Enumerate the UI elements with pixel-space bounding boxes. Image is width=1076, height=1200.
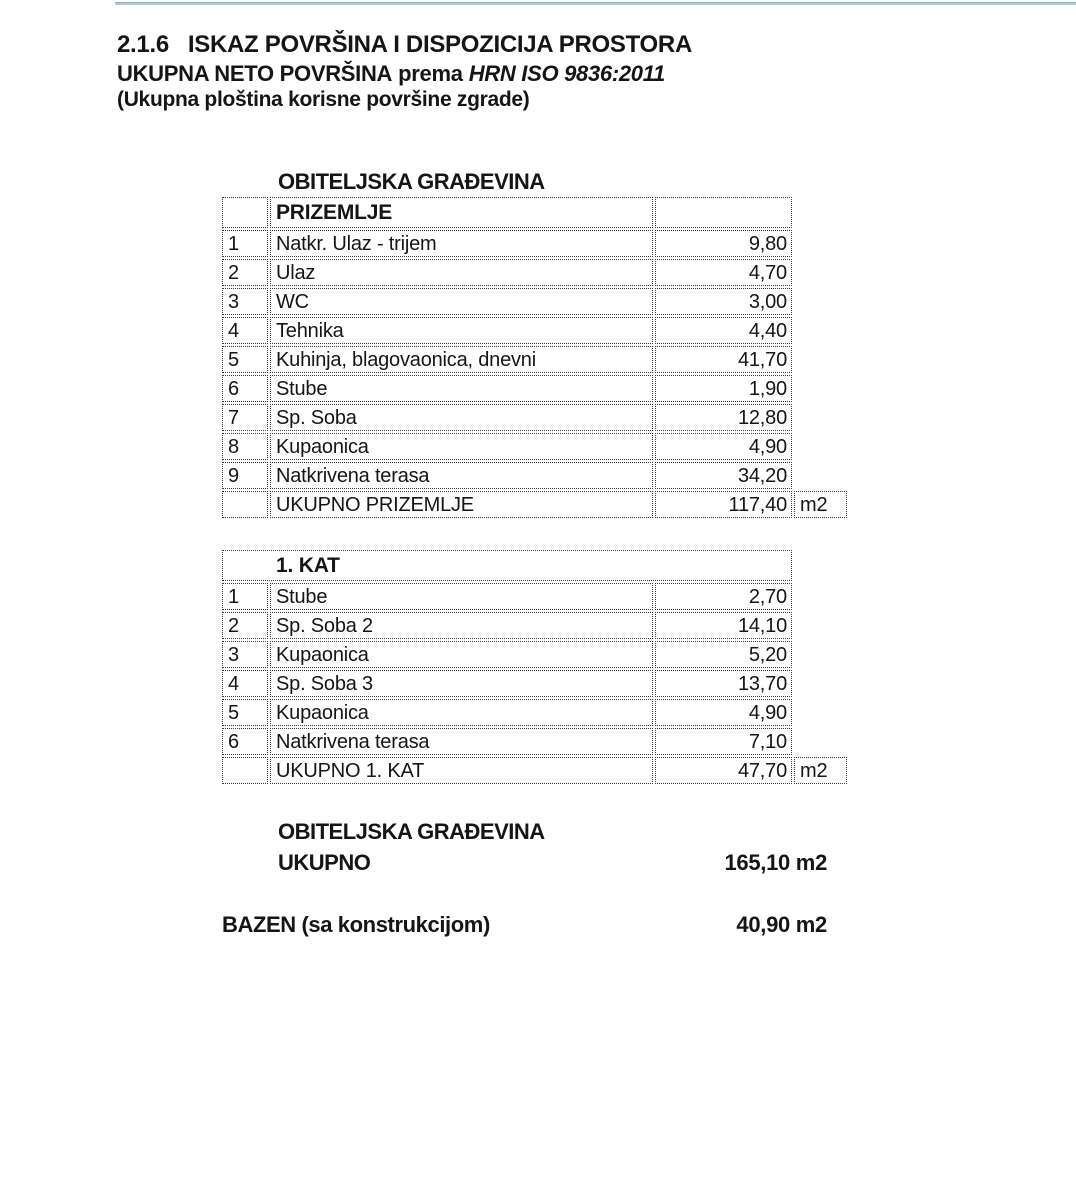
table-row [222, 375, 847, 402]
room-area: 14,10 [655, 612, 792, 639]
room-name: Tehnika [270, 317, 653, 344]
room-name: Kuhinja, blagovaonica, dnevni [270, 346, 653, 373]
document-title-line [117, 31, 692, 59]
document-note: (Ukupna ploština korisne površine zgrade) [117, 88, 530, 111]
first-floor-table [220, 548, 849, 786]
row-number: 8 [222, 433, 268, 460]
floor-title: 1. KAT [222, 550, 792, 581]
room-area: 2,70 [655, 583, 792, 610]
room-name: Sp. Soba 2 [270, 612, 653, 639]
row-number: 1 [222, 583, 268, 610]
table-header-row [222, 550, 847, 581]
floor-title: PRIZEMLJE [270, 197, 653, 228]
table-header-row [222, 197, 847, 228]
row-number: 5 [222, 346, 268, 373]
total-row [222, 491, 847, 518]
room-name: Kupaonica [270, 699, 653, 726]
row-number: 3 [222, 288, 268, 315]
table-row [222, 641, 847, 668]
building-heading-summary: OBITELJSKA GRAĐEVINA [278, 819, 545, 844]
room-name: Sp. Soba 3 [270, 670, 653, 697]
subtitle-main: UKUPNA NETO POVRŠINA [117, 61, 393, 86]
table-row [222, 317, 847, 344]
room-area: 13,70 [655, 670, 792, 697]
table-row [222, 612, 847, 639]
area-unit: m2 [794, 491, 847, 518]
room-area: 4,40 [655, 317, 792, 344]
room-area: 34,20 [655, 462, 792, 489]
header-unit-spacer [794, 197, 847, 228]
room-area: 12,80 [655, 404, 792, 431]
table-row [222, 462, 847, 489]
room-name: Kupaonica [270, 433, 653, 460]
summary-total-label: UKUPNO [278, 850, 371, 875]
pool-value: 40,90 m2 [736, 912, 827, 937]
room-area: 1,90 [655, 375, 792, 402]
total-value: 117,40 [655, 491, 792, 518]
document-title: ISKAZ POVRŠINA I DISPOZICIJA PROSTORA [187, 31, 692, 58]
row-number: 5 [222, 699, 268, 726]
document-subtitle [117, 61, 665, 87]
subtitle-standard-reference: HRN ISO 9836:2011 [468, 61, 665, 86]
room-area: 9,80 [655, 230, 792, 257]
building-heading-ground: OBITELJSKA GRAĐEVINA [278, 169, 545, 194]
row-number: 4 [222, 670, 268, 697]
header-value-cell [655, 197, 792, 228]
table-row [222, 699, 847, 726]
room-area: 5,20 [655, 641, 792, 668]
row-number: 9 [222, 462, 268, 489]
room-area: 4,70 [655, 259, 792, 286]
total-number-cell [222, 491, 268, 518]
room-area: 7,10 [655, 728, 792, 755]
table-row [222, 583, 847, 610]
row-number: 3 [222, 641, 268, 668]
total-number-cell [222, 757, 268, 784]
row-number: 1 [222, 230, 268, 257]
total-row [222, 757, 847, 784]
room-name: Natkrivena terasa [270, 462, 653, 489]
total-label: UKUPNO PRIZEMLJE [270, 491, 653, 518]
header-number-cell [222, 197, 268, 228]
table-row [222, 404, 847, 431]
total-label: UKUPNO 1. KAT [270, 757, 653, 784]
total-value: 47,70 [655, 757, 792, 784]
ground-floor-table [220, 195, 849, 520]
table-row [222, 230, 847, 257]
area-unit: m2 [794, 757, 847, 784]
table-row [222, 433, 847, 460]
room-area: 3,00 [655, 288, 792, 315]
room-name: Natkr. Ulaz - trijem [270, 230, 653, 257]
row-number: 6 [222, 375, 268, 402]
room-name: Kupaonica [270, 641, 653, 668]
row-number: 6 [222, 728, 268, 755]
summary-total-value: 165,10 m2 [724, 850, 827, 875]
subtitle-connector: prema [398, 61, 463, 86]
room-area: 41,70 [655, 346, 792, 373]
room-area: 4,90 [655, 433, 792, 460]
section-number: 2.1.6 [117, 31, 169, 58]
room-name: Sp. Soba [270, 404, 653, 431]
room-name: Natkrivena terasa [270, 728, 653, 755]
row-number: 2 [222, 612, 268, 639]
table-row [222, 288, 847, 315]
table-row [222, 346, 847, 373]
room-name: WC [270, 288, 653, 315]
table-row [222, 728, 847, 755]
row-number: 2 [222, 259, 268, 286]
pool-label: BAZEN (sa konstrukcijom) [222, 912, 490, 937]
row-number: 4 [222, 317, 268, 344]
row-number: 7 [222, 404, 268, 431]
header-unit-spacer [794, 550, 847, 581]
room-name: Stube [270, 583, 653, 610]
room-name: Ulaz [270, 259, 653, 286]
table-row [222, 259, 847, 286]
top-rule [115, 2, 1076, 5]
room-area: 4,90 [655, 699, 792, 726]
table-row [222, 670, 847, 697]
room-name: Stube [270, 375, 653, 402]
